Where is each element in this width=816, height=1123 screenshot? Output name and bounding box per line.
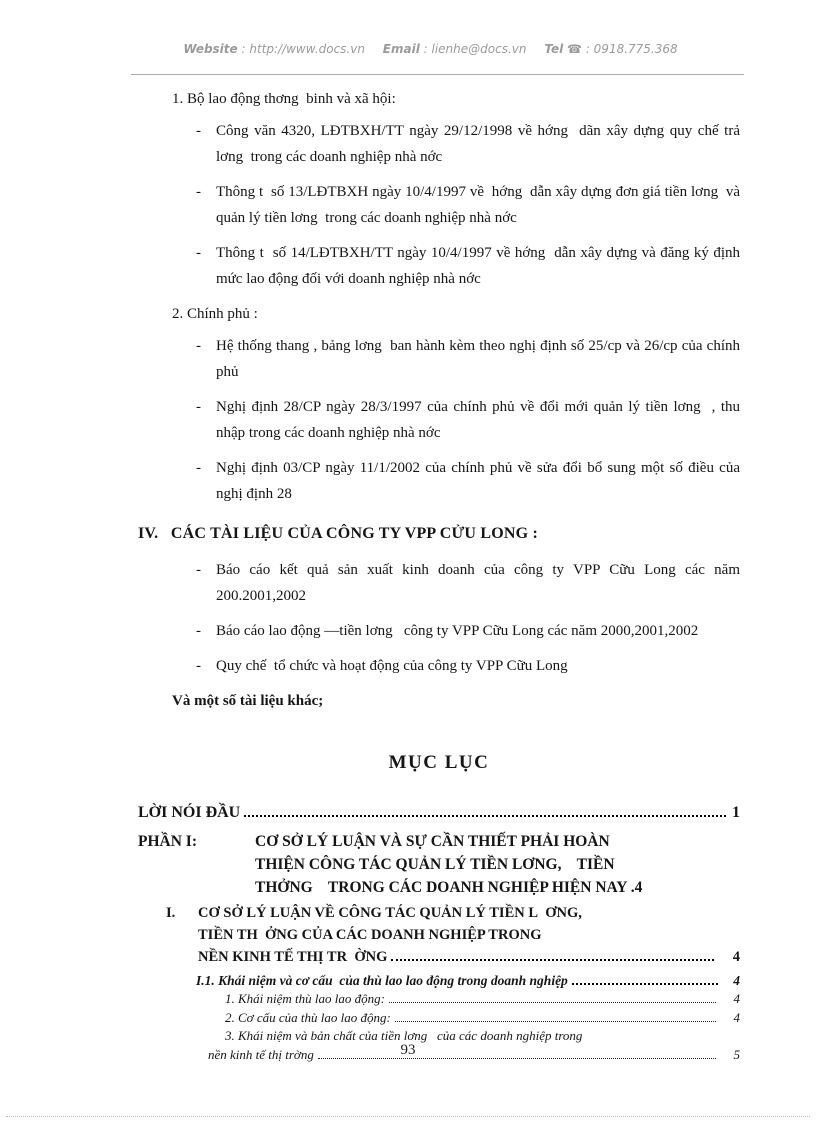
dash-bullet: - (196, 562, 201, 578)
toc-page-number: 5 (733, 1046, 740, 1062)
item-text: Quy chế tổ chức và hoạt động của công ty VPP Cữu Long (216, 658, 568, 674)
section-iv-heading: IV. CÁC TÀI LIỆU CỦA CÔNG TY VPP CỬU LONG : (138, 525, 539, 542)
email-label: Email (382, 42, 420, 56)
tel-number: : 0918.775.368 (585, 42, 678, 56)
item-text: Thông t số 13/LĐTBXH ngày 10/4/1997 về hớng dẫn xây dựng đơn giá tiền lơng và quản lý tiền lơng trong các doanh nghiệp nhà nớc (216, 184, 740, 226)
toc-entry-label: LỜI NÓI ĐẦU (138, 804, 241, 821)
references-group-2 (138, 301, 740, 507)
reference-item (138, 557, 740, 609)
website-url: : http://www.docs.vn (241, 42, 365, 56)
dash-bullet: - (196, 658, 201, 674)
dash-bullet: - (196, 123, 201, 139)
reference-item (138, 653, 740, 679)
toc-text-line: CƠ SỞ LÝ LUẬN VÀ SỰ CẦN THIẾT PHẢI HOÀN (255, 833, 610, 850)
toc-page-number: 4 (733, 991, 740, 1006)
reference-item (138, 618, 740, 644)
toc-entry-text (255, 830, 740, 899)
toc-entry-section-i (166, 902, 740, 968)
toc-entry-loi-noi-dau (138, 800, 740, 826)
item-text: Báo cáo kết quả sản xuất kinh doanh của công ty VPP Cữu Long các năm 200.2001,2002 (216, 562, 740, 604)
dash-bullet: - (196, 184, 201, 200)
item-text: Nghị định 03/CP ngày 11/1/2002 của chính phủ về sửa đổi bổ sung một số điều của nghị định 28 (216, 460, 740, 502)
item-text: Công văn 4320, LĐTBXH/TT ngày 29/12/1998 về hớng dãn xây dựng quy chế trả lơng trong các doanh nghiệp nhà nớc (216, 123, 740, 165)
reference-item (138, 333, 740, 385)
group-title: 1. Bộ lao động thơng binh và xã hội: (172, 91, 396, 107)
toc-entry-label: 2. Cơ cấu của thù lao lao động: (225, 1009, 391, 1025)
leader-dots (572, 983, 718, 985)
page-header (131, 42, 744, 56)
toc-text-line: CƠ SỞ LÝ LUẬN VỀ CÔNG TÁC QUẢN LÝ TIỀN L ƠNG, (198, 905, 582, 921)
leader-dots (391, 959, 714, 961)
toc-entry-i1 (196, 971, 740, 990)
email-address: : lienhe@docs.vn (423, 42, 527, 56)
phone-icon: ☎ (567, 42, 582, 56)
dash-bullet: - (196, 623, 201, 639)
toc-page-number: 1 (732, 804, 740, 821)
dash-bullet: - (196, 460, 201, 476)
toc-entry-label: PHẦN I: (138, 833, 197, 850)
item-text: Thông t số 14/LĐTBXH/TT ngày 10/4/1997 về hớng dẫn xây dựng và đăng ký định mức lao động đối với doanh nghiệp nhà nớc (216, 245, 740, 287)
toc-entry-label: I. (166, 905, 176, 921)
reference-item (138, 455, 740, 507)
leader-dots (395, 1021, 716, 1022)
toc-text-line: TIỀN TH ỞNG CỦA CÁC DOANH NGHIỆP TRONG (198, 927, 542, 943)
toc-entry-phan-i (138, 830, 740, 899)
toc-page-number: 4 (733, 973, 740, 988)
toc-title: MỤC LỤC (388, 752, 490, 773)
toc-entry-text (198, 902, 740, 968)
toc-text-line: THỞNG TRONG CÁC DOANH NGHIỆP HIỆN NAY .4 (255, 879, 643, 896)
toc-page-number: 4 (733, 1009, 740, 1025)
reference-item (138, 179, 740, 231)
leader-dots (389, 1002, 716, 1003)
toc-text-line: 3. Khái niệm và bản chất của tiền lơng của các doanh nghiệp trong (225, 1028, 583, 1043)
tel-label: Tel (544, 42, 564, 56)
group-title: 2. Chính phủ : (172, 306, 258, 322)
toc-text-line (198, 946, 740, 968)
toc-text-line: THIỆN CÔNG TÁC QUẢN LÝ TIỀN LƠNG, TIỀN (255, 856, 615, 873)
toc-entry-item-2 (225, 1009, 740, 1028)
header-rule (131, 74, 744, 75)
document-body (138, 86, 740, 1064)
dash-bullet: - (196, 338, 201, 354)
toc-entry-label: I.1. Khái niệm và cơ cấu của thù lao lao động trong doanh nghiệp (196, 973, 568, 988)
dash-bullet: - (196, 245, 201, 261)
bottom-divider (6, 1116, 810, 1117)
toc-entry-item-1 (225, 990, 740, 1009)
toc-text: NỀN KINH TẾ THỊ TR ỜNG (198, 949, 388, 965)
dash-bullet: - (196, 399, 201, 415)
toc-entry-label: 1. Khái niệm thù lao lao động: (225, 991, 385, 1006)
toc-text: nền kinh tế thị trờng (208, 1046, 314, 1062)
item-text: Hệ thống thang , bảng lơng ban hành kèm theo nghị định số 25/cp và 26/cp của chính phủ (216, 338, 740, 380)
website-label: Website (183, 42, 238, 56)
footer-page-number: 93 (400, 1042, 416, 1058)
item-text: Báo cáo lao động —tiền lơng công ty VPP Cữu Long các năm 2000,2001,2002 (216, 623, 699, 639)
reference-item (138, 240, 740, 292)
reference-item (138, 118, 740, 170)
leader-dots (244, 815, 726, 817)
reference-item (138, 394, 740, 446)
toc-page-number: 4 (732, 949, 740, 965)
other-docs-note: Và một số tài liệu khác; (172, 693, 324, 709)
item-text: Nghị định 28/CP ngày 28/3/1997 của chính phủ về đổi mới quản lý tiền lơng , thu nhập trong các doanh nghiệp nhà nớc (216, 399, 740, 441)
references-group-1 (138, 86, 740, 292)
